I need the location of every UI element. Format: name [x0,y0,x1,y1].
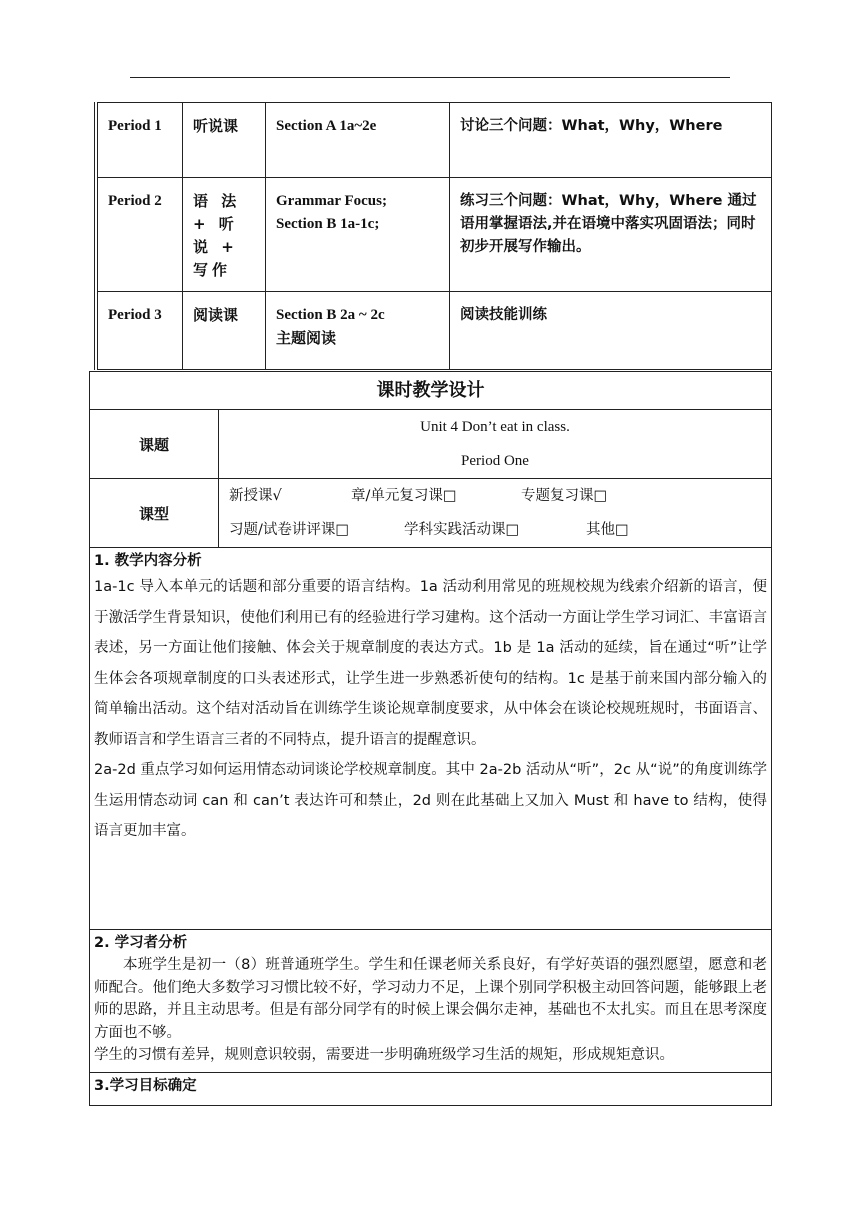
learner-analysis-section [90,930,772,1073]
paragraph: 2a-2d 重点学习如何运用情态动词谈论学校规章制度。其中 2a-2b 活动从“听”，2c 从“说”的角度训练学生运用情态动词 can 和 can’t 表达许可和禁止，2d 则在此基础上又加入 Must 和 have to 结构，使得语言更加丰富。 [94,762,767,839]
paragraph: 1a-1c 导入本单元的话题和部分重要的语言结构。1a 活动利用常见的班规校规为线索介绍新的语言，便于激活学生背景知识，使他们利用已有的经验进行学习建构。这个活动一方面让学生学习词汇、丰富语言表述，另一方面让他们接触、体会关于规章制度的表达方式。1b 是 1a 活动的延续，旨在通过“听”让学生体会各项规章制度的口头表述形式，让学生进一步熟悉祈使句的结构。1c 是基于前来国内部分输入的简单输出活动。这个结对活动旨在训练学生谈论规章制度要求，从中体会在谈论校规班规时，书面语言、教师语言和学生语言三者的不同特点，提升语言的提醒意识。 [94,579,767,748]
period-cell: Period 1 [96,103,183,178]
type-label: 课型 [90,479,219,548]
design-title: 课时教学设计 [90,372,772,410]
table-row [96,292,772,370]
section-text: Grammar Focus; [276,193,387,209]
task-cell: 阅读技能训练 [450,292,772,370]
option-topic-review: 专题复习课□ [521,488,608,504]
section-heading: 2. 学习者分析 [94,935,188,951]
section-heading: 1. 教学内容分析 [94,553,202,569]
option-other: 其他□ [586,522,629,538]
section-cell [266,178,450,292]
task-cell: 练习三个问题：What，Why，Where 通过语用掌握语法,并在语境中落实巩固语法；同时初步开展写作输出。 [450,178,772,292]
lesson-type-cell: 听说课 [183,103,266,178]
topic-line-1: Unit 4 Don’t eat in class. [420,419,570,435]
topic-line-2: Period One [461,453,529,469]
section-text: Section A 1a~2e [276,118,377,134]
period-cell: Period 3 [96,292,183,370]
option-practice-activity: 学科实践活动课□ [404,522,520,538]
paragraph: 学生的习惯有差异，规则意识较弱，需要进一步明确班级学习生活的规矩，形成规矩意识。 [94,1047,674,1063]
task-cell: 讨论三个问题：What，Why，Where [450,103,772,178]
type-options [219,479,772,548]
lesson-type-cell: 阅读课 [183,292,266,370]
section-text: Section B 2a ~ 2c [276,307,385,323]
option-exercise-review: 习题/试卷讲评课□ [229,522,350,538]
lesson-design-table [89,371,772,1106]
section-cell [266,292,450,370]
section-heading: 3.学习目标确定 [94,1078,197,1094]
topic-label: 课题 [90,410,219,479]
paragraph: 本班学生是初一（8）班普通班学生。学生和任课老师关系良好，有学好英语的强烈愿望，愿意和老师配合。他们绝大多数学习习惯比较不好，学习动力不足，上课个别同学积极主动回答问题，能够跟上老师的思路，并且主动思考。但是有部分同学有的时候上课会偶尔走神，基础也不太扎实。而且在思考深度方面也不够。 [94,957,767,1041]
section-cell [266,103,450,178]
topic-value [219,410,772,479]
header-rule [130,77,730,78]
lesson-type-cell: 语 法 + 听 说 + 写作 [183,178,266,292]
option-new-lesson: 新授课√ [229,488,282,504]
period-table [94,102,772,370]
period-cell: Period 2 [96,178,183,292]
option-unit-review: 章/单元复习课□ [351,488,457,504]
section-text-2: Section B 1a-1c; [276,216,380,232]
content-analysis-section [90,548,772,930]
section-text-2: 主题阅读 [276,329,337,347]
learning-goals-section [90,1073,772,1106]
table-row [96,103,772,178]
table-row [96,178,772,292]
